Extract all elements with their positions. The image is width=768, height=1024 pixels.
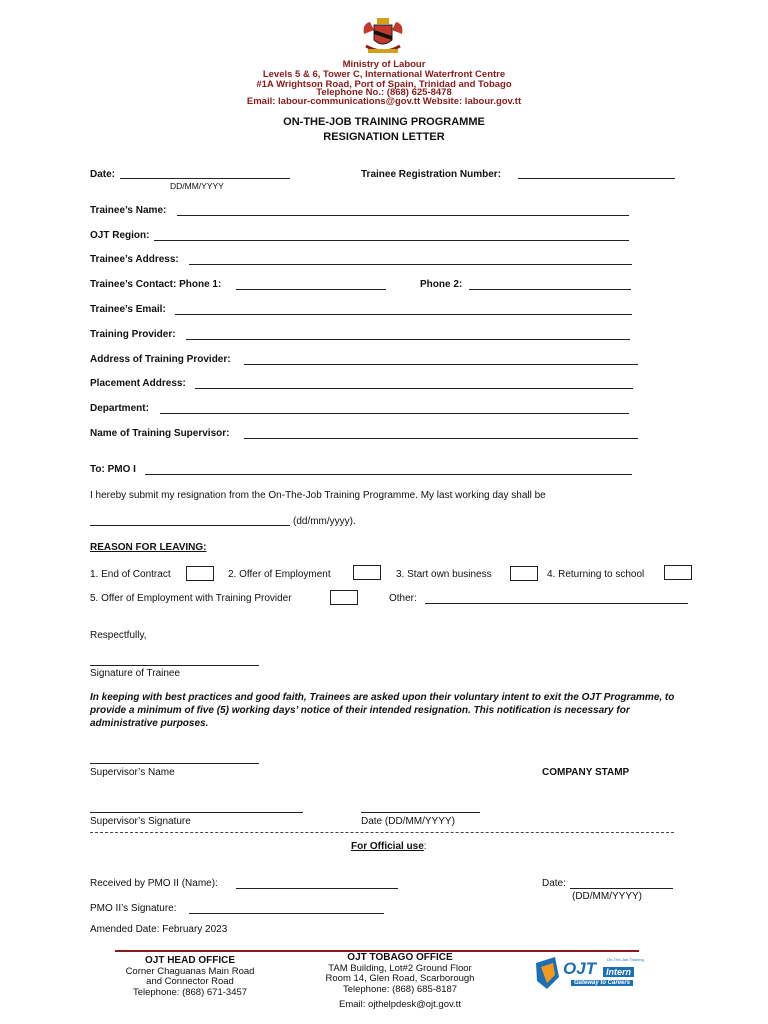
ojt-region-field[interactable]	[154, 240, 629, 241]
head-office-block	[100, 956, 280, 998]
head-office-telephone: Telephone: (868) 671-3457	[132, 986, 248, 998]
official-date-label: Date:	[542, 878, 566, 889]
reason-4-label: 4. Returning to school	[547, 569, 645, 580]
official-date-format: (DD/MM/YYYY)	[572, 891, 642, 902]
form-subtitle: RESIGNATION LETTER	[323, 131, 445, 143]
supervisor-name-label: Supervisor’s Name	[90, 767, 175, 778]
other-label: Other:	[389, 593, 417, 604]
registration-number-label: Trainee Registration Number:	[361, 169, 502, 180]
company-stamp-label: COMPANY STAMP	[542, 767, 630, 778]
training-supervisor-field[interactable]	[244, 438, 638, 439]
trainee-signature-line[interactable]	[90, 665, 259, 666]
department-label: Department:	[90, 403, 149, 414]
training-supervisor-label: Name of Training Supervisor:	[90, 428, 230, 439]
reason-3-checkbox[interactable]	[510, 566, 538, 581]
header-contact: Email: labour-communications@gov.tt Website: labour.gov.tt	[246, 96, 522, 107]
date-field[interactable]	[120, 178, 290, 179]
pmo-signature-field[interactable]	[189, 913, 384, 914]
other-field[interactable]	[425, 603, 688, 604]
notice-text: In keeping with best practices and good faith, Trainees are asked upon their voluntary intent to exit the OJT Programme, to provide a minimum of five (5) working days’ notice of their intended resignation. This notification is necessary for administrative purposes.	[90, 692, 675, 729]
registration-number-field[interactable]	[518, 178, 675, 179]
training-provider-field[interactable]	[186, 339, 630, 340]
reason-2-label: 2. Offer of Employment	[228, 569, 331, 580]
trainee-signature-label: Signature of Trainee	[90, 668, 181, 679]
reason-heading: REASON FOR LEAVING:	[90, 542, 207, 553]
tobago-office-title: OJT TOBAGO OFFICE	[347, 952, 453, 963]
tobago-office-line2: Room 14, Glen Road, Scarborough	[325, 973, 475, 984]
coat-of-arms-icon	[360, 16, 406, 56]
reason-5-label: 5. Offer of Employment with Training Provider	[90, 593, 292, 604]
ojt-intern-logo	[533, 953, 643, 993]
reason-3-label: 3. Start own business	[396, 569, 492, 580]
head-office-line2: and Connector Road	[146, 976, 234, 987]
reason-5-checkbox[interactable]	[330, 590, 358, 605]
received-by-field[interactable]	[236, 888, 398, 889]
supervisor-date-label: Date (DD/MM/YYYY)	[361, 816, 455, 827]
footer-email: Email: ojthelpdesk@ojt.gov.tt	[339, 999, 461, 1010]
phone1-label: Trainee’s Contact: Phone 1:	[90, 279, 222, 290]
to-pmo-label: To: PMO I	[90, 464, 136, 475]
tobago-office-telephone: Telephone: (868) 685-8187	[342, 983, 458, 995]
reason-1-checkbox[interactable]	[186, 566, 214, 581]
pmo-signature-label: PMO II’s Signature:	[90, 903, 177, 914]
training-provider-label: Training Provider:	[90, 329, 176, 340]
received-by-label: Received by PMO II (Name):	[90, 878, 218, 889]
amended-date: Amended Date: February 2023	[90, 924, 228, 935]
last-day-format-hint: (dd/mm/yyyy).	[293, 516, 356, 527]
official-use-heading: For Official use:	[351, 841, 427, 852]
ojt-logo-tagline: Gateway to Careers	[571, 980, 633, 986]
header-ministry: Ministry of Labour	[342, 59, 426, 70]
department-field[interactable]	[160, 413, 629, 414]
trainee-email-field[interactable]	[175, 314, 632, 315]
provider-address-label: Address of Training Provider:	[90, 354, 231, 365]
trainee-email-label: Trainee’s Email:	[90, 304, 166, 315]
ojt-logo-small: On-The-Job Training	[607, 957, 644, 962]
date-format-hint: DD/MM/YYYY	[170, 181, 224, 191]
placement-address-label: Placement Address:	[90, 378, 186, 389]
respectfully-text: Respectfully,	[90, 630, 147, 641]
ojt-region-label: OJT Region:	[90, 230, 150, 241]
head-office-line1: Corner Chaguanas Main Road	[125, 965, 255, 977]
head-office-title: OJT HEAD OFFICE	[144, 955, 235, 966]
reason-2-checkbox[interactable]	[353, 565, 381, 580]
tobago-office-line1: TAM Building, Lot#2 Ground Floor	[328, 962, 472, 974]
reason-1-label: 1. End of Contract	[90, 569, 171, 580]
header-address1: Levels 5 & 6, Tower C, International Waterfront Centre	[262, 69, 506, 80]
reason-4-checkbox[interactable]	[664, 565, 692, 580]
tobago-office-block	[300, 953, 500, 995]
trainee-address-label: Trainee’s Address:	[90, 254, 179, 265]
resignation-statement: I hereby submit my resignation from the On-The-Job Training Programme. My last working day shall be	[90, 490, 546, 501]
ojt-logo-intern: Intern	[603, 967, 634, 977]
supervisor-signature-line[interactable]	[90, 812, 303, 813]
provider-address-field[interactable]	[244, 364, 638, 365]
supervisor-name-line[interactable]	[90, 763, 259, 764]
last-day-field[interactable]	[90, 525, 290, 526]
header-telephone: Telephone No.: (868) 625-8478	[316, 87, 452, 98]
ojt-logo-mark-icon	[533, 953, 563, 993]
official-divider	[90, 832, 674, 833]
supervisor-date-line[interactable]	[361, 812, 480, 813]
phone1-field[interactable]	[236, 289, 386, 290]
trainee-name-label: Trainee’s Name:	[90, 205, 167, 216]
placement-address-field[interactable]	[195, 388, 633, 389]
supervisor-signature-label: Supervisor’s Signature	[90, 816, 191, 827]
phone2-field[interactable]	[469, 289, 631, 290]
date-label: Date:	[90, 169, 116, 180]
header-address2: #1A Wrightson Road, Port of Spain, Trinidad and Tobago	[256, 79, 512, 90]
form-title: ON-THE-JOB TRAINING PROGRAMME	[283, 116, 485, 128]
trainee-name-field[interactable]	[177, 215, 629, 216]
official-date-field[interactable]	[570, 888, 673, 889]
phone2-label: Phone 2:	[420, 279, 463, 290]
trainee-address-field[interactable]	[189, 264, 632, 265]
to-pmo-field[interactable]	[145, 474, 632, 475]
ojt-logo-text: OJT	[563, 959, 597, 978]
